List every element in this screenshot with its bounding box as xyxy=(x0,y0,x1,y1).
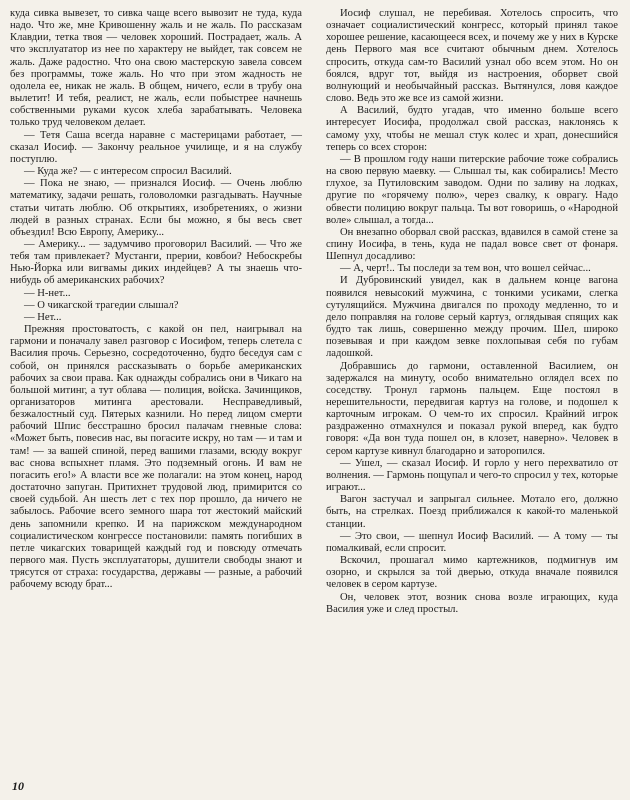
paragraph: Вскочил, прошагал мимо картежников, подмигнув им озорно, и скрылся за той дверью, откуда вначале появился человек в сером картузе. xyxy=(326,555,618,591)
left-column xyxy=(10,8,302,592)
paragraph: Вагон застучал и запрыгал сильнее. Мотало его, должно быть, на стрелках. Поезд приближался к какой-то маленькой станции. xyxy=(326,494,618,530)
paragraph: — Это свои, — шепнул Иосиф Василий. — А тому — ты помалкивай, если спросит. xyxy=(326,530,618,554)
paragraph: — Куда же? — с интересом спросил Василий. xyxy=(24,166,232,178)
paragraph: Иосиф слушал, не перебивая. Хотелось спросить, что означает социалистический конгресс, который принял такое хорошее решение, касающееся всех, и почему же у них в Курске день Первого мая все считают обычным днем. Хотелось спросить, откуда сам-то Василий узнал обо всем этом. Но он боялся, вдруг тот, выйдя из настроения, оборвет свой волнующий и необычайный рассказ. Вытянулся, ловя каждое слово. Ведь это же все из самой жизни. xyxy=(326,8,618,105)
page-number: 10 xyxy=(12,779,24,793)
paragraph: — А, черт!.. Ты последи за тем вон, что вошел сейчас... xyxy=(340,263,591,275)
paragraph: — В прошлом году наши питерские рабочие тоже собрались на свою первую маевку. — Слышал ты, как собирались! Место глухое, за Путиловским заводом. Одни по заливу на лодках, другие по «горячему полю», через свалку, к оврагу. Надо обвести полицию вокруг пальца. Ты вот говоришь, о «Народной воле» слышал, а тогда... xyxy=(326,153,618,226)
paragraph: куда сивка вывезет, то сивка чаще всего вывозит не туда, куда надо. Что же, мне Кривошенну жаль и не жаль. По рассказам Клавдии, тетка твоя — человек хороший. Пострадает, жаль. А что эксплуататор из нее по характеру не выйдет, так совсем не жаль. Даже радостно. Что она свою мастерскую завела совсем без программы, тоже жаль. Но что при этом жадность не одолела ее, никак не жаль. В общем, ничего, если в трубу она вылетит! И тебя, реалист, не жаль, если побыстрее начнешь собственными руками кусок хлеба зарабатывать. Человека только труд человеком делает. xyxy=(10,8,302,129)
paragraph: — Ушел, — сказал Иосиф. И горло у него перехватило от волнения. — Гармонь пощупал и чего-то спросил у тех, которые играют... xyxy=(326,457,618,494)
paragraph: Прежняя простоватость, с какой он пел, наигрывал на гармони и поначалу завел разговор с Иосифом, теперь слетела с Василия прочь. Серьезно, сосредоточенно, будто беседуя сам с собой, он принялся рассказывать о борьбе американских рабочих за свои права. Как однажды собрались они в Чикаго на большой митинг, а тут облава — полиция, войска. Зачинщиков, организаторов митинга арестовали. Несправедливый, безжалостный суд. Пятерых казнили. Но перед лицом смерти рабочий Шпис бесстрашно бросил палачам гневные слова: «Может быть, повесив нас, вы погасите искру, но там — и там и там! — за вашей спиной, перед вашими глазами, всюду вокруг вас снова вспыхнет пламя. Это подземный огонь. И вам не погасить его!» А власти все же полагали: на этом конец, народ достаточно запуган. Притихнет трудовой люд, примирится со своей судьбой. Ан шесть лет с тех пор прошло, да ничего не забылось. Рабочие всего земного шара тот жестокий майский день запомнили крепко. И на парижском международном социалистическом конгрессе постановили: память погибших в петле чикагских товарищей каждый год и повсюду отмечать первого мая. Пусть эксплуататоры, душители свободы знают и трясутся от страха: государства, державы — разные, а рабочий рабочему всюду брат... xyxy=(10,324,302,591)
paragraph: Он, человек этот, возник снова возле играющих, куда Василия уже и след простыл. xyxy=(326,591,618,615)
paragraph: — Н-нет... xyxy=(24,287,71,299)
paragraph: А Василий, будто угадав, что именно больше всего интересует Иосифа, продолжал свой рассказ, наклонясь к самому уху, чтобы не мешал стук колес и храп, донесшийся теперь со всех сторон: xyxy=(326,105,618,153)
paragraph: — Пока не знаю, — признался Иосиф. — Очень люблю математику, задачи решать, головоломки разгадывать. Научные статьи читать люблю. Об открытиях, изобретениях, о жизни людей в разных странах. Если бы можно, я бы весь свет объездил! Всю Европу, Америку... xyxy=(10,178,302,238)
paragraph: Он внезапно оборвал свой рассказ, вдавился в самой стене за спину Иосифа, в тень, куда не падал вовсе свет от фонаря. Шепнул досадливо: xyxy=(326,226,618,263)
right-column xyxy=(326,8,618,616)
paragraph: — Нет... xyxy=(24,311,62,323)
paragraph: И Дубровинский увидел, как в дальнем конце вагона появился невысокий мужчина, с тонкими усиками, слегка сутулящийся. Мужчина двигался по проходу медленно, то и дело поправляя на голове серый картуз, оглядывая спящих как будто так лишь, совершенно между прочим. Шел, широко позевывая и при каждом зевке похлопывая себя по губам ладошкой. xyxy=(326,275,618,360)
paragraph: Добравшись до гармони, оставленной Василием, он задержался на минуту, особо внимательно оглядел всех по соседству. Тронул гармонь пальцем. Еще постоял в нерешительности, передвигая картуз на голове, и подошел к карточным игрокам. О чем-то их спросил. Крайний игрок раздраженно отмахнулся и показал рукой вперед, как будто говоря: «Да вон туда пошел он, в клозет, наверно». Человек в сером картузе кивнул благодарно и заторопился. xyxy=(326,360,618,457)
paragraph: — Америку... — задумчиво проговорил Василий. — Что же тебя там привлекает? Мустанги, прерии, ковбои? Небоскребы Нью-Йорка или вигвамы диких индейцев? А ты знаешь что-нибудь об американских рабочих? xyxy=(10,238,302,287)
paragraph: — О чикагской трагедии слышал? xyxy=(24,299,179,311)
paragraph: — Тетя Саша всегда наравне с мастерицами работает, — сказал Иосиф. — Закончу реальное училище, и я на службу поступлю. xyxy=(10,129,302,165)
